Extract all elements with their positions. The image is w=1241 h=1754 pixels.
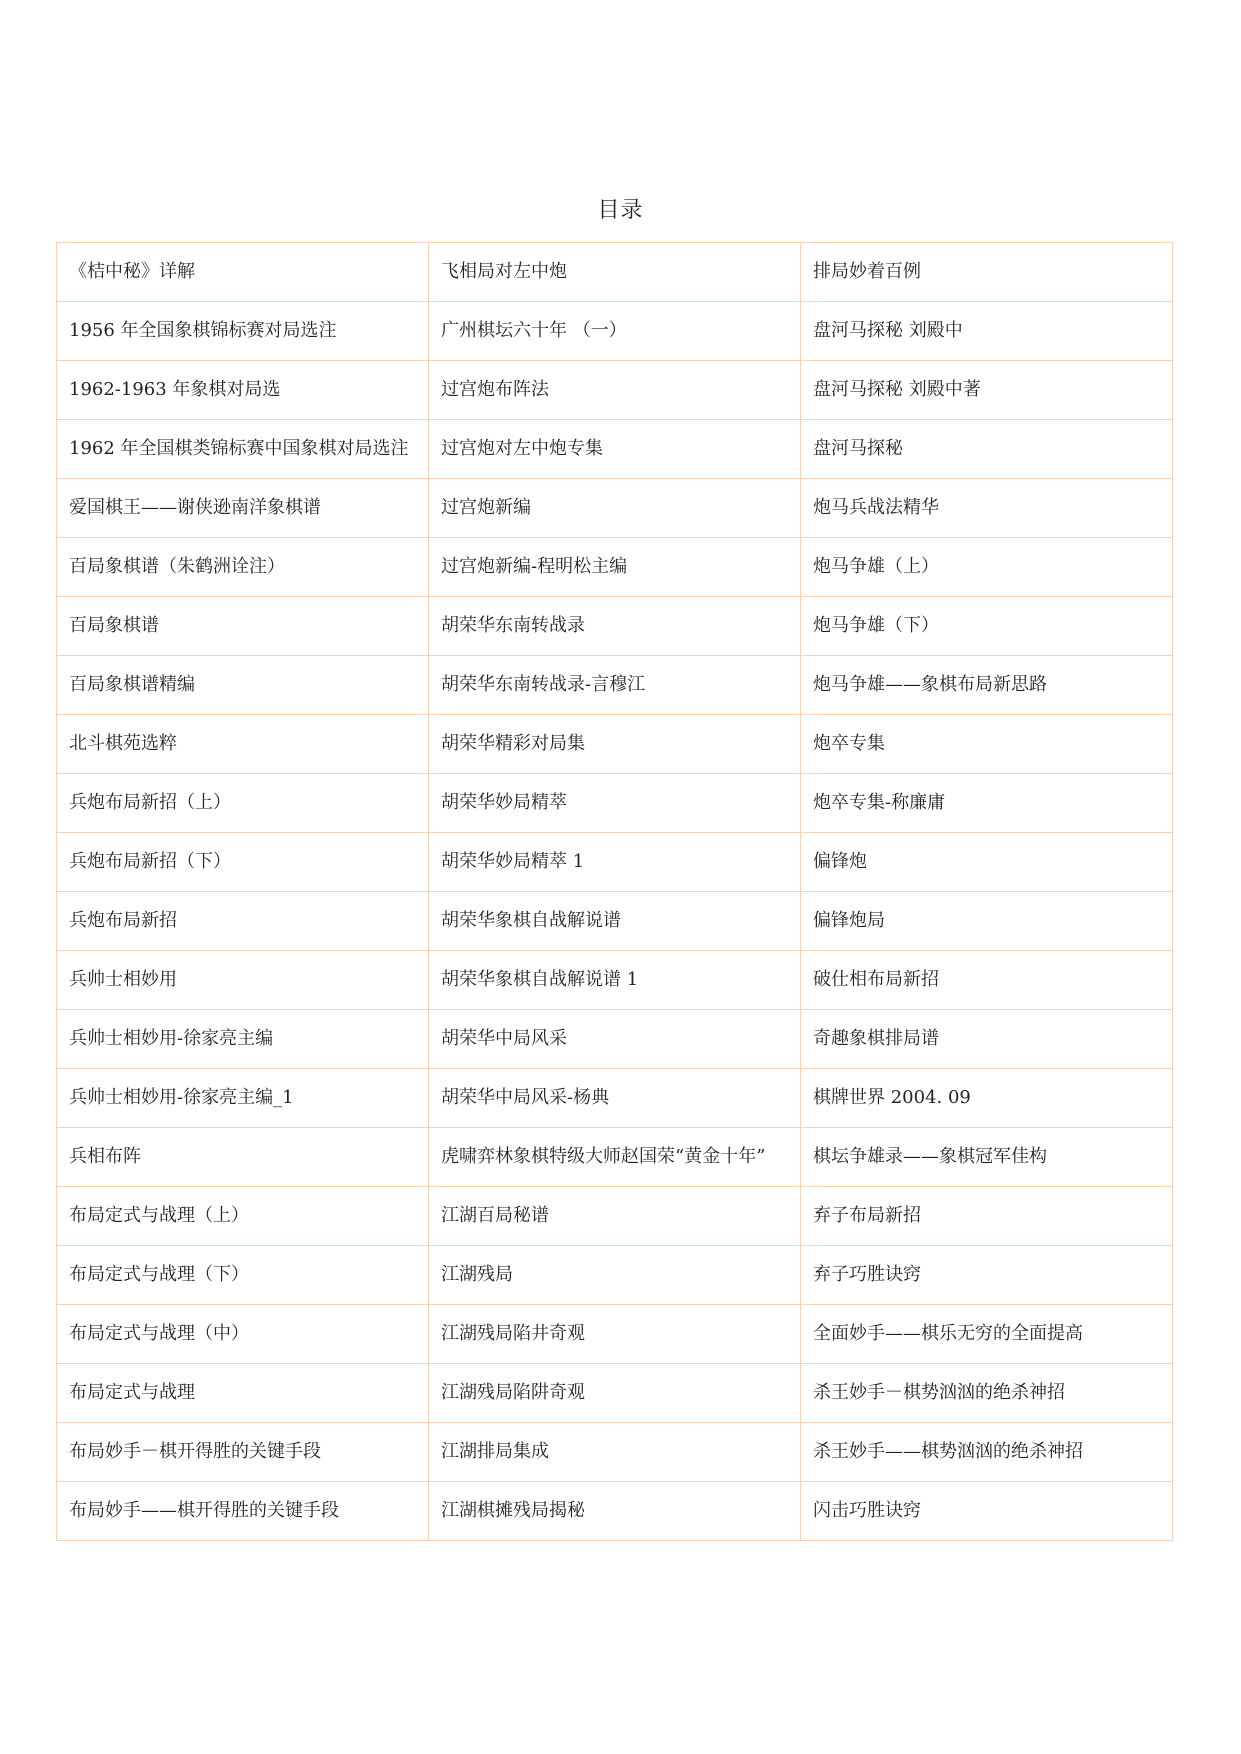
page-title: 目录 [597,198,644,223]
toc-entry: 北斗棋苑选粹 [57,715,429,774]
table-row [57,1305,1173,1364]
toc-entry: 过宫炮对左中炮专集 [429,420,801,479]
toc-entry: 1962 年全国棋类锦标赛中国象棋对局选注 [57,420,429,479]
toc-entry: 炮马争雄（下） [801,597,1173,656]
toc-entry: 棋牌世界 2004. 09 [801,1069,1173,1128]
toc-entry: 过宫炮新编 [429,479,801,538]
toc-entry: 偏锋炮局 [801,892,1173,951]
toc-entry: 破仕相布局新招 [801,951,1173,1010]
toc-entry: 弃子布局新招 [801,1187,1173,1246]
toc-entry: 百局象棋谱 [57,597,429,656]
table-row [57,1187,1173,1246]
table-row [57,538,1173,597]
toc-entry: 杀王妙手——棋势汹汹的绝杀神招 [801,1423,1173,1482]
toc-entry: 棋坛争雄录——象棋冠军佳构 [801,1128,1173,1187]
toc-entry: 兵相布阵 [57,1128,429,1187]
toc-entry: 江湖排局集成 [429,1423,801,1482]
toc-entry: 兵帅士相妙用-徐家亮主编_1 [57,1069,429,1128]
toc-entry: 布局定式与战理 [57,1364,429,1423]
toc-entry: 江湖残局 [429,1246,801,1305]
toc-entry: 布局妙手－棋开得胜的关键手段 [57,1423,429,1482]
toc-entry: 布局妙手——棋开得胜的关键手段 [57,1482,429,1541]
table-row [57,951,1173,1010]
toc-entry: 爱国棋王——谢侠逊南洋象棋谱 [57,479,429,538]
toc-table-body [57,243,1173,1541]
toc-entry: 兵炮布局新招（上） [57,774,429,833]
toc-entry: 全面妙手——棋乐无穷的全面提高 [801,1305,1173,1364]
toc-entry: 兵炮布局新招（下） [57,833,429,892]
toc-entry: 胡荣华中局风采-杨典 [429,1069,801,1128]
toc-entry: 排局妙着百例 [801,243,1173,302]
toc-table [56,242,1173,1541]
toc-entry: 盘河马探秘 刘殿中著 [801,361,1173,420]
toc-entry: 偏锋炮 [801,833,1173,892]
toc-entry: 胡荣华象棋自战解说谱 1 [429,951,801,1010]
table-row [57,1364,1173,1423]
toc-entry: 虎啸弈林象棋特级大师赵国荣“黄金十年” [429,1128,801,1187]
toc-entry: 炮马兵战法精华 [801,479,1173,538]
table-row [57,833,1173,892]
toc-entry: 兵炮布局新招 [57,892,429,951]
toc-entry: 炮马争雄（上） [801,538,1173,597]
table-row [57,597,1173,656]
table-row [57,1069,1173,1128]
toc-entry: 兵帅士相妙用 [57,951,429,1010]
toc-entry: 布局定式与战理（中） [57,1305,429,1364]
toc-entry: 胡荣华妙局精萃 1 [429,833,801,892]
table-row [57,243,1173,302]
table-row [57,1128,1173,1187]
toc-entry: 飞相局对左中炮 [429,243,801,302]
toc-entry: 布局定式与战理（上） [57,1187,429,1246]
toc-entry: 1956 年全国象棋锦标赛对局选注 [57,302,429,361]
toc-entry: 百局象棋谱精编 [57,656,429,715]
toc-entry: 百局象棋谱（朱鹤洲诠注） [57,538,429,597]
toc-entry: 过宫炮布阵法 [429,361,801,420]
toc-entry: 杀王妙手－棋势汹汹的绝杀神招 [801,1364,1173,1423]
table-row [57,1246,1173,1305]
toc-entry: 广州棋坛六十年 （一） [429,302,801,361]
table-row [57,892,1173,951]
toc-entry: 胡荣华精彩对局集 [429,715,801,774]
table-row [57,1423,1173,1482]
toc-entry: 闪击巧胜诀窍 [801,1482,1173,1541]
toc-entry: 兵帅士相妙用-徐家亮主编 [57,1010,429,1069]
toc-entry: 胡荣华妙局精萃 [429,774,801,833]
toc-entry: 胡荣华中局风采 [429,1010,801,1069]
table-row [57,1482,1173,1541]
table-row [57,656,1173,715]
toc-entry: 布局定式与战理（下） [57,1246,429,1305]
table-row [57,774,1173,833]
toc-entry: 江湖棋摊残局揭秘 [429,1482,801,1541]
table-row [57,479,1173,538]
toc-entry: 江湖残局陷阱奇观 [429,1364,801,1423]
toc-entry: 过宫炮新编-程明松主编 [429,538,801,597]
toc-entry: 胡荣华东南转战录 [429,597,801,656]
toc-entry: 盘河马探秘 刘殿中 [801,302,1173,361]
toc-entry: 江湖残局陷井奇观 [429,1305,801,1364]
toc-entry: 胡荣华象棋自战解说谱 [429,892,801,951]
toc-entry: 炮卒专集-称廉庸 [801,774,1173,833]
table-row [57,420,1173,479]
toc-entry: 胡荣华东南转战录-言穆江 [429,656,801,715]
table-row [57,302,1173,361]
toc-entry: 1962-1963 年象棋对局选 [57,361,429,420]
toc-entry: 江湖百局秘谱 [429,1187,801,1246]
table-row [57,715,1173,774]
toc-entry: 《桔中秘》详解 [57,243,429,302]
toc-entry: 弃子巧胜诀窍 [801,1246,1173,1305]
toc-entry: 奇趣象棋排局谱 [801,1010,1173,1069]
table-row [57,361,1173,420]
toc-entry: 盘河马探秘 [801,420,1173,479]
toc-entry: 炮卒专集 [801,715,1173,774]
toc-entry: 炮马争雄——象棋布局新思路 [801,656,1173,715]
table-row [57,1010,1173,1069]
